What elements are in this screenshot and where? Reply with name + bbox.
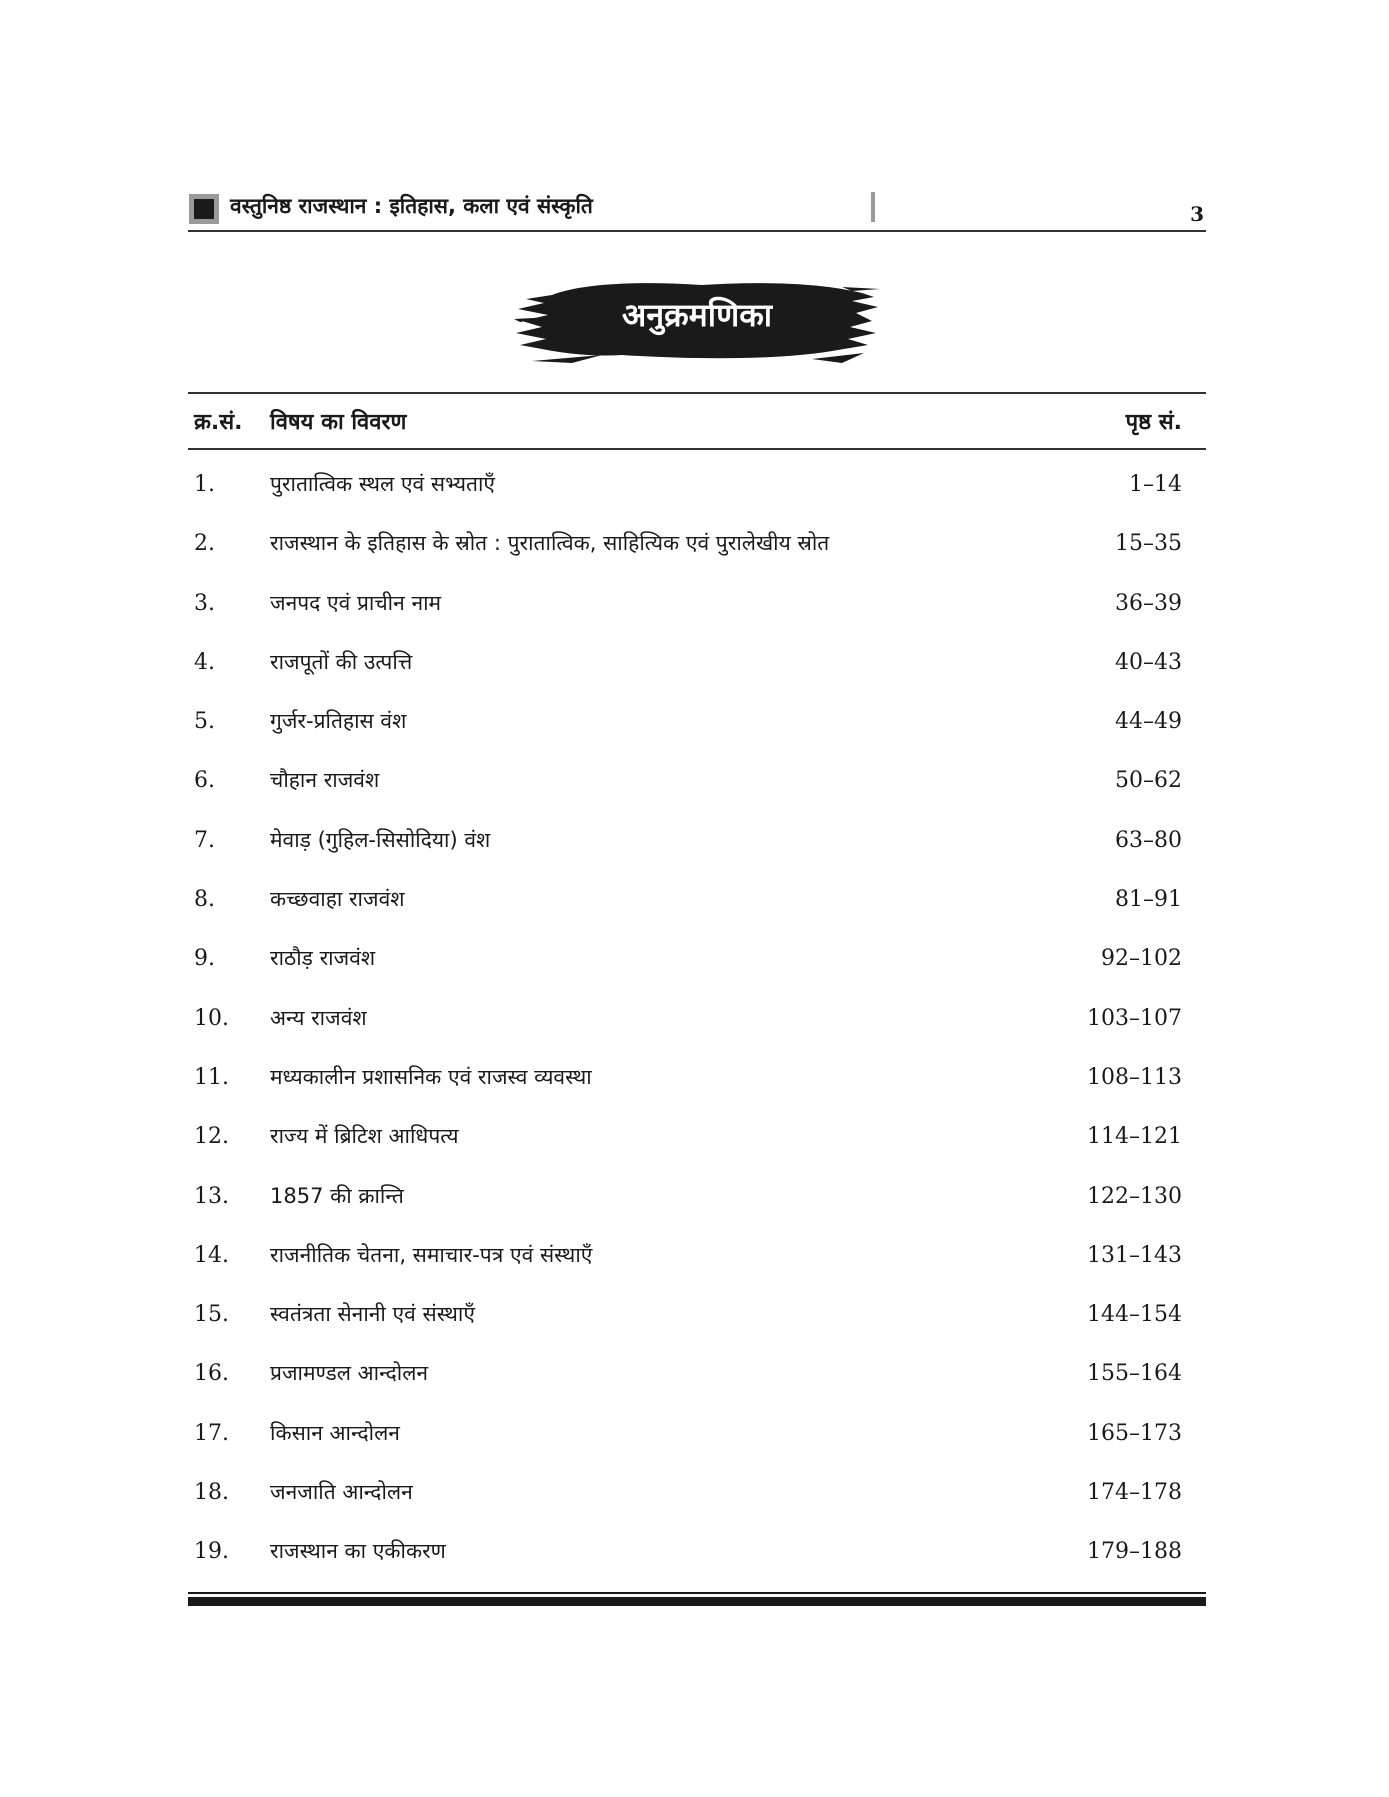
row-serial: 15. (194, 1302, 229, 1328)
table-header (188, 392, 1206, 450)
row-subject: राजस्थान का एकीकरण (270, 1539, 446, 1564)
row-pages: 40–43 (1115, 649, 1182, 675)
row-pages: 15–35 (1115, 531, 1182, 557)
row-subject: मध्यकालीन प्रशासनिक एवं राजस्व व्यवस्था (270, 1064, 592, 1089)
row-serial: 10. (194, 1005, 229, 1031)
footer-rule-thick (188, 1597, 1206, 1606)
row-serial: 16. (194, 1361, 229, 1387)
row-serial: 5. (194, 709, 215, 735)
row-serial: 9. (194, 946, 215, 972)
row-pages: 155–164 (1087, 1361, 1182, 1387)
column-header-page: पृष्ठ सं. (1125, 410, 1182, 435)
row-pages: 114–121 (1087, 1124, 1182, 1150)
footer-rule (188, 1592, 1206, 1606)
row-pages: 122–130 (1087, 1183, 1182, 1209)
row-serial: 14. (194, 1242, 229, 1268)
table-row[interactable] (188, 869, 1206, 928)
running-header (188, 190, 1206, 232)
row-subject: पुरातात्विक स्थल एवं सभ्यताएँ (270, 472, 496, 496)
table-row[interactable] (188, 691, 1206, 750)
row-subject: गुर्जर-प्रतिहास वंश (270, 709, 407, 734)
row-serial: 8. (194, 887, 215, 913)
row-serial: 13. (194, 1183, 229, 1209)
row-pages: 1–14 (1129, 472, 1182, 497)
row-subject: प्रजामण्डल आन्दोलन (270, 1361, 429, 1386)
header-divider (871, 192, 875, 222)
table-row[interactable] (188, 1462, 1206, 1521)
row-subject: स्वतंत्रता सेनानी एवं संस्थाएँ (270, 1302, 475, 1327)
table-row[interactable] (188, 1403, 1206, 1462)
row-subject: राठौड़ राजवंश (270, 946, 376, 971)
row-serial: 11. (194, 1064, 229, 1090)
table-row[interactable] (188, 513, 1206, 572)
table-body (188, 450, 1206, 1581)
table-row[interactable] (188, 1047, 1206, 1106)
row-subject: राज्य में ब्रिटिश आधिपत्य (270, 1124, 459, 1149)
row-serial: 19. (194, 1539, 229, 1565)
table-row[interactable] (188, 632, 1206, 691)
table-row[interactable] (188, 1225, 1206, 1284)
table-row[interactable] (188, 1521, 1206, 1580)
row-subject: राजपूतों की उत्पत्ति (270, 649, 413, 674)
table-row[interactable] (188, 810, 1206, 869)
row-pages: 63–80 (1115, 827, 1182, 853)
row-subject: 1857 की क्रान्ति (270, 1183, 404, 1208)
row-subject: राजनीतिक चेतना, समाचार-पत्र एवं संस्थाएँ (270, 1242, 593, 1267)
row-serial: 7. (194, 827, 215, 853)
column-header-subject: विषय का विवरण (270, 410, 407, 435)
row-serial: 6. (194, 768, 215, 794)
table-row[interactable] (188, 573, 1206, 632)
row-serial: 17. (194, 1420, 229, 1446)
row-pages: 144–154 (1087, 1302, 1182, 1328)
row-pages: 108–113 (1087, 1064, 1182, 1090)
table-row[interactable] (188, 1343, 1206, 1402)
row-serial: 12. (194, 1124, 229, 1150)
row-pages: 174–178 (1087, 1480, 1182, 1506)
row-subject: जनजाति आन्दोलन (270, 1480, 413, 1505)
row-serial: 3. (194, 590, 215, 616)
row-subject: अन्य राजवंश (270, 1005, 367, 1030)
row-serial: 2. (194, 531, 215, 557)
row-pages: 92–102 (1101, 946, 1182, 972)
table-row[interactable] (188, 1106, 1206, 1165)
row-pages: 50–62 (1115, 768, 1182, 794)
row-pages: 36–39 (1115, 590, 1182, 616)
row-serial: 4. (194, 649, 215, 675)
contents-title-banner (512, 275, 882, 371)
page-title: अनुक्रमणिका (621, 296, 773, 334)
row-serial: 18. (194, 1480, 229, 1506)
page-number: 3 (1190, 202, 1204, 226)
row-subject: जनपद एवं प्राचीन नाम (270, 590, 442, 615)
table-row[interactable] (188, 1284, 1206, 1343)
book-title: वस्तुनिष्ठ राजस्थान : इतिहास, कला एवं संस्कृति (230, 194, 593, 218)
table-row[interactable] (188, 454, 1206, 513)
row-subject: मेवाड़ (गुहिल-सिसोदिया) वंश (270, 827, 491, 852)
row-subject: किसान आन्दोलन (270, 1420, 400, 1445)
row-pages: 165–173 (1087, 1420, 1182, 1446)
square-bullet-icon (194, 199, 214, 219)
row-pages: 179–188 (1087, 1539, 1182, 1565)
row-pages: 81–91 (1115, 887, 1182, 913)
row-subject: चौहान राजवंश (270, 768, 380, 793)
contents-table (188, 392, 1206, 1581)
table-row[interactable] (188, 988, 1206, 1047)
row-pages: 44–49 (1115, 709, 1182, 735)
row-pages: 131–143 (1087, 1242, 1182, 1268)
column-header-serial: क्र.सं. (194, 410, 243, 435)
table-row[interactable] (188, 1166, 1206, 1225)
footer-rule-thin (188, 1592, 1206, 1594)
row-subject: राजस्थान के इतिहास के स्रोत : पुरातात्विक, साहित्यिक एवं पुरालेखीय स्रोत (270, 531, 830, 556)
table-row[interactable] (188, 750, 1206, 809)
table-row[interactable] (188, 928, 1206, 987)
row-serial: 1. (194, 472, 215, 497)
row-subject: कच्छवाहा राजवंश (270, 887, 405, 912)
row-pages: 103–107 (1087, 1005, 1182, 1031)
